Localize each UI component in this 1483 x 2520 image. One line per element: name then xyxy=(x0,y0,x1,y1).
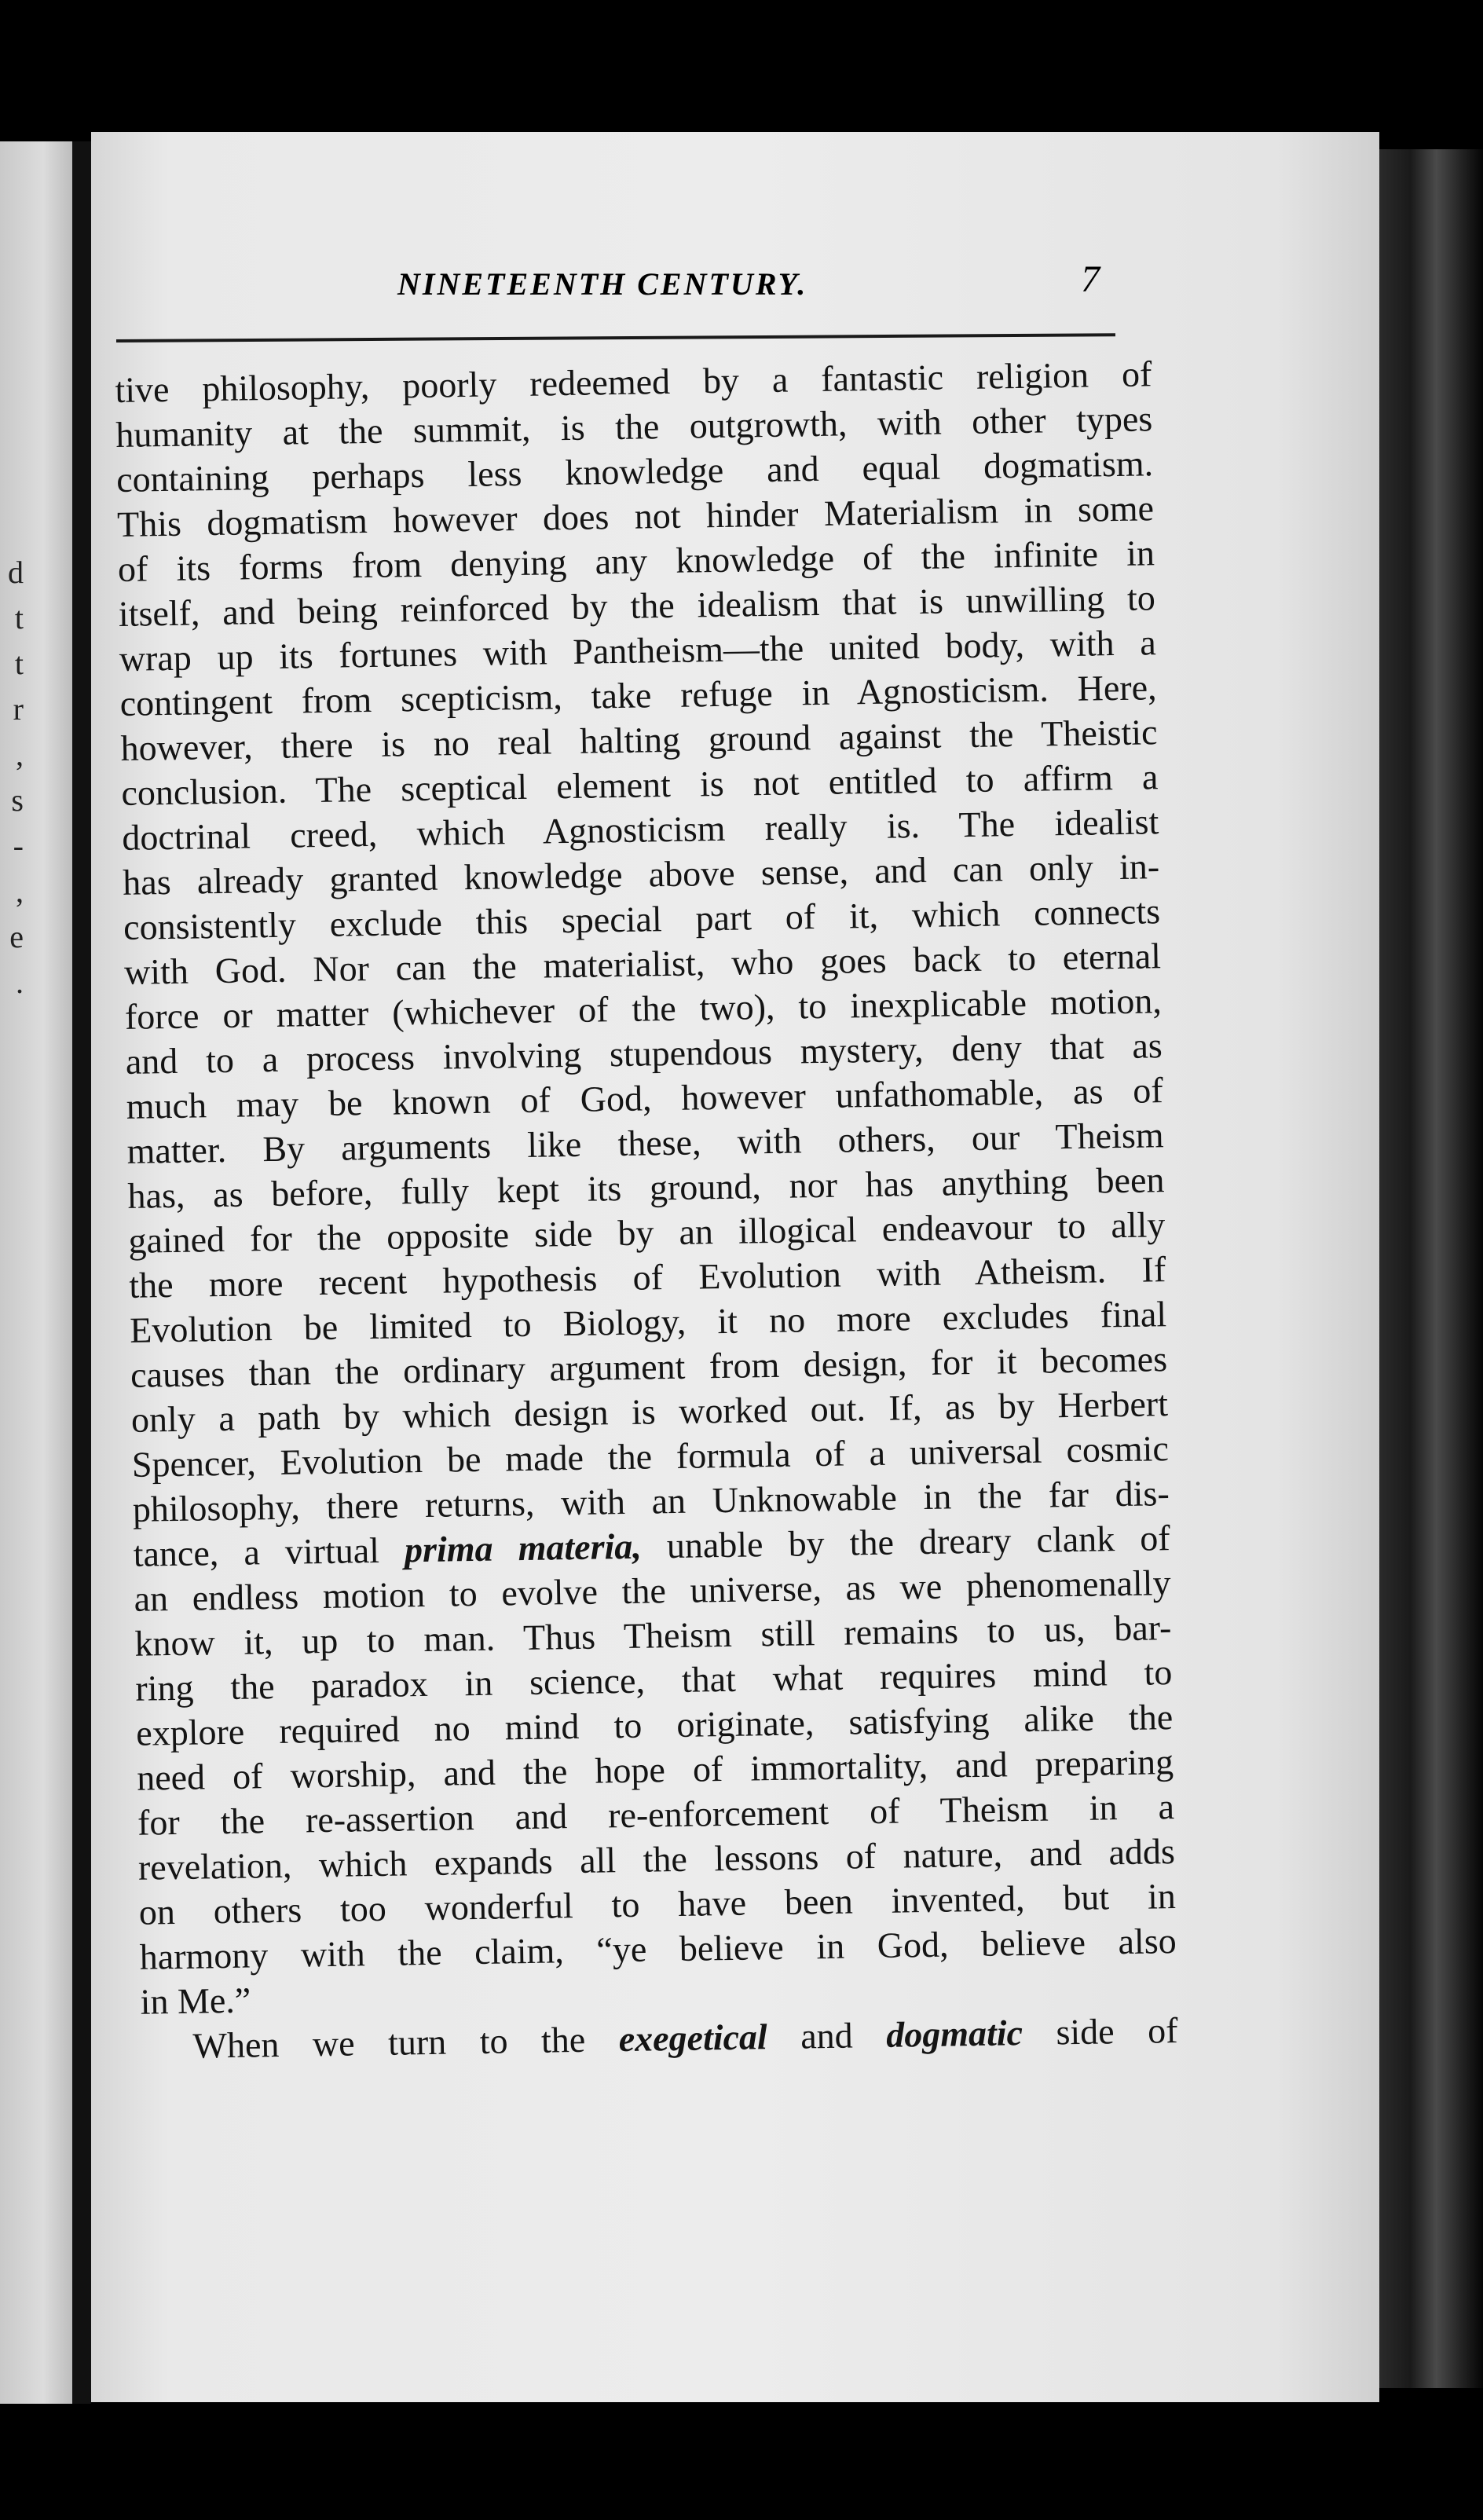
previous-page-edge xyxy=(0,141,72,2404)
text-line: know it, up to man. Thus Theism still remains to us, bar- xyxy=(134,1607,1172,1664)
text-line: This dogmatism however does not hinder Materialism in some xyxy=(116,488,1155,544)
book-page xyxy=(91,132,1379,2402)
text-line: has, as before, fully kept its ground, nor has anything been xyxy=(127,1159,1165,1216)
text-line: tance, a virtual prima materia, unable by the dreary clank of xyxy=(133,1518,1170,1574)
text-line: doctrinal creed, which Agnosticism really is. The idealist xyxy=(122,801,1159,858)
text-line: ring the paradox in science, that what requires mind to xyxy=(135,1652,1173,1709)
text-line: matter. By arguments like these, with others, our Theism xyxy=(126,1115,1164,1171)
paragraph-2-first-line: When we turn to the exegetical and dogmatic side of xyxy=(192,2010,1178,2066)
italic-word-exegetical: exegetical xyxy=(618,2016,768,2060)
text-line: has already granted knowledge above sense, and can only in- xyxy=(122,846,1160,903)
text-line: with God. Nor can the materialist, who goes back to eternal xyxy=(123,936,1162,992)
fragment: r xyxy=(13,691,24,727)
text-line: Evolution be limited to Biology, it no more excludes final xyxy=(129,1294,1167,1350)
text-line: Spencer, Evolution be made the formula of a universal cosmic xyxy=(131,1428,1170,1485)
paragraph-1-part-a xyxy=(115,351,1170,1532)
header-rule xyxy=(116,333,1115,342)
text-line: contingent from scepticism, take refuge in Agnosticism. Here, xyxy=(119,667,1157,723)
fragment: e xyxy=(9,919,24,954)
text-line: an endless motion to evolve the universe, as we phenomenally xyxy=(134,1562,1171,1619)
text-line: itself, and being reinforced by the idealism that is unwilling to xyxy=(118,577,1156,634)
text-line: conclusion. The sceptical element is not entitled to affirm a xyxy=(121,756,1159,813)
page-number: 7 xyxy=(1081,258,1100,300)
text-line: need of worship, and the hope of immortality, and preparing xyxy=(136,1742,1174,1798)
text-line: however, there is no real halting ground against the Theistic xyxy=(120,712,1158,768)
running-head: NINETEENTH CENTURY. xyxy=(397,266,808,302)
text-line: of its forms from denying any knowledge of the infinite in xyxy=(117,533,1155,589)
text-line: and to a process involving stupendous mystery, deny that as xyxy=(125,1025,1163,1082)
text-line: revelation, which expands all the lessons of nature, and adds xyxy=(137,1831,1176,1888)
previous-page-text-fragments xyxy=(0,550,24,1005)
text-line: the more recent hypothesis of Evolution with Atheism. If xyxy=(128,1249,1166,1306)
text-line: causes than the ordinary argument from design, for it becomes xyxy=(130,1339,1168,1395)
text-line: for the re-assertion and re-enforcement of Theism in a xyxy=(137,1786,1175,1843)
book-gutter xyxy=(72,141,91,2404)
fragment: , xyxy=(16,874,24,909)
text-line: in Me.” xyxy=(140,1980,251,2022)
italic-word-dogmatic: dogmatic xyxy=(885,2013,1023,2055)
text-line: harmony with the claim, “ye believe in God, believe also xyxy=(139,1921,1177,1977)
text-line: gained for the opposite side by an illogical endeavour to ally xyxy=(128,1204,1166,1261)
text-line: consistently exclude this special part of it, which connects xyxy=(123,891,1161,947)
body-text xyxy=(115,351,1178,2068)
paragraph-1-part-b xyxy=(134,1560,1177,2024)
fragment: , xyxy=(16,737,24,772)
page-stack-edge xyxy=(1379,149,1483,2388)
text-line: tive philosophy, poorly redeemed by a fantastic religion of xyxy=(115,353,1152,410)
text-line: only a path by which design is worked out. If, as by Herbert xyxy=(130,1383,1169,1440)
text-line: humanity at the summit, is the outgrowth, with other types xyxy=(115,398,1153,455)
fragment: s xyxy=(11,782,24,818)
fragment: t xyxy=(14,600,24,635)
text-line: containing perhaps less knowledge and equal dogmatism. xyxy=(115,443,1154,500)
fragment: t xyxy=(14,646,24,681)
italic-phrase: prima materia, xyxy=(404,1526,643,1570)
text-line: explore required no mind to originate, satisfying alike the xyxy=(135,1697,1174,1753)
fragment: - xyxy=(13,828,24,863)
text-line: philosophy, there returns, with an Unknowable in the far dis- xyxy=(132,1473,1170,1529)
text-line: wrap up its fortunes with Pantheism—the united body, with a xyxy=(119,622,1157,679)
fragment: d xyxy=(8,555,24,590)
text-line: much may be known of God, however unfathomable, as of xyxy=(126,1070,1164,1126)
text-line: force or matter (whichever of the two), to inexplicable motion, xyxy=(124,980,1163,1037)
text-line: on others too wonderful to have been invented, but in xyxy=(138,1876,1177,1932)
fragment: . xyxy=(16,965,24,1000)
